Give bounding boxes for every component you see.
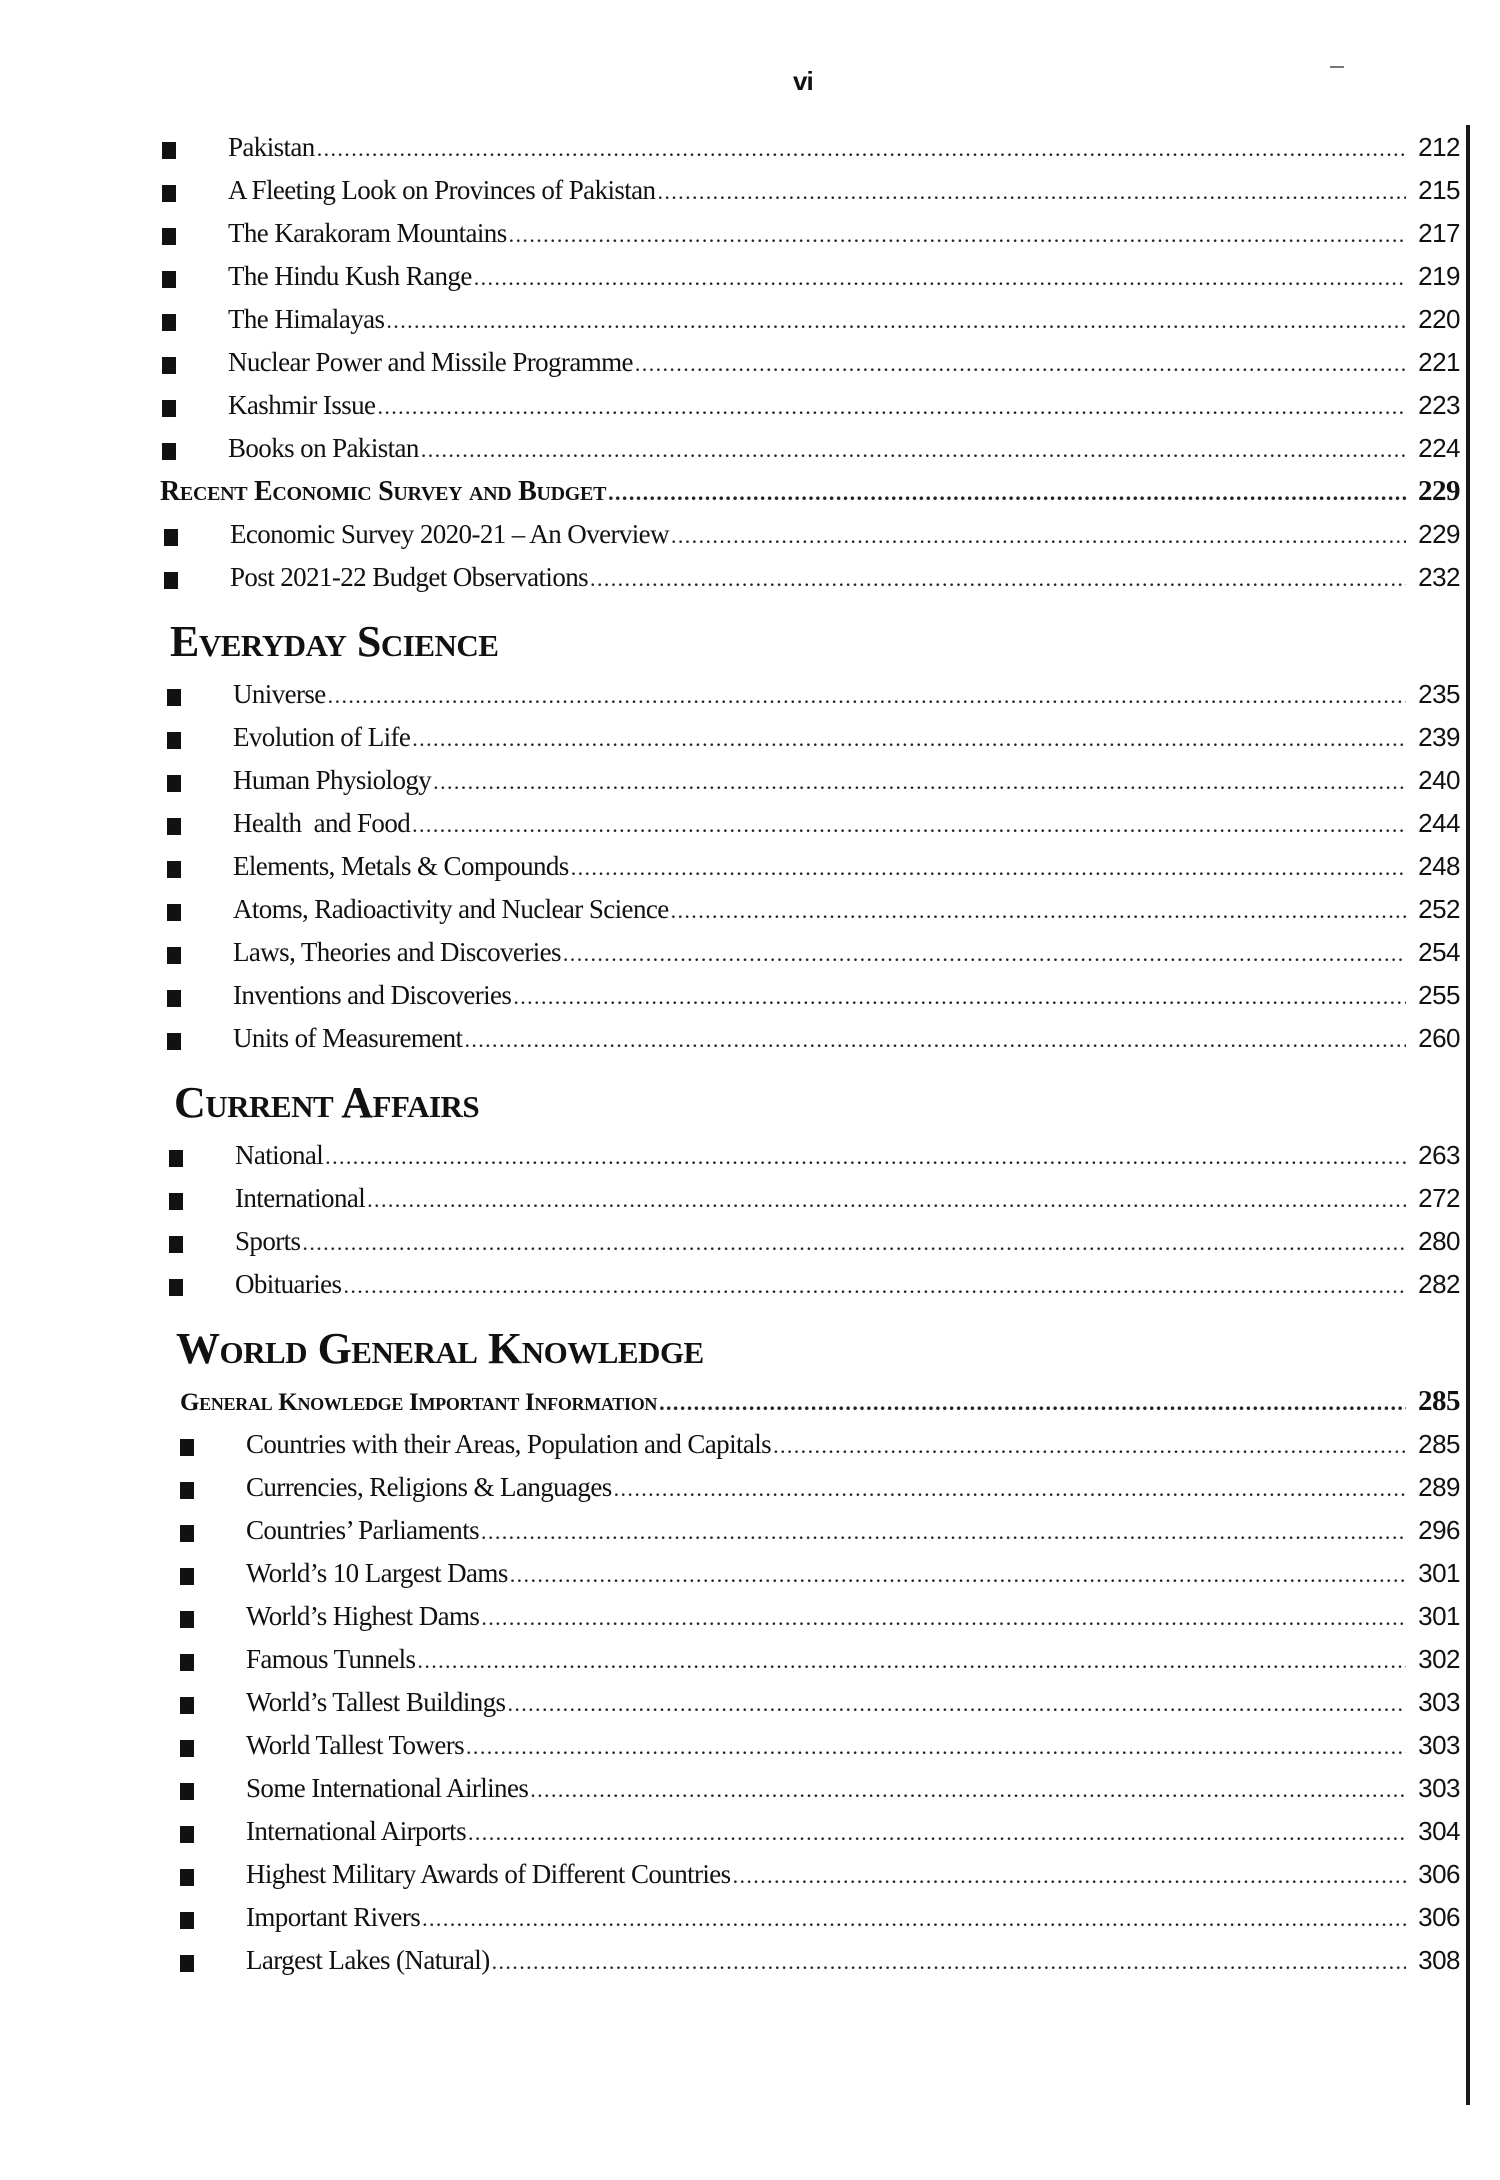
entry-title: Some International Airlines [246,1773,529,1803]
square-bullet-icon [162,185,176,202]
entry-title: Elements, Metals & Compounds [233,851,569,881]
dot-leader [412,717,1406,760]
entry-page-number: 272 [1418,1183,1460,1213]
toc-entry[interactable] [160,513,1460,556]
entry-page-number: 240 [1418,765,1460,795]
dot-leader [671,514,1406,557]
square-bullet-icon [180,1740,194,1757]
entry-page-number: 232 [1418,562,1460,592]
entry-title: Countries with their Areas, Population and Capitals [246,1429,772,1459]
entry-page-number: 254 [1418,937,1460,967]
entry-page-number: 303 [1418,1773,1460,1803]
toc-entry[interactable] [160,427,1460,470]
entry-title: Important Rivers [246,1902,421,1932]
square-bullet-icon [180,1697,194,1714]
toc-entry[interactable] [160,212,1460,255]
entry-page-number: 248 [1418,851,1460,881]
square-bullet-icon [167,818,181,835]
section-heading-current-affairs[interactable]: Current Affairs [174,1078,480,1127]
entry-page-number: 229 [1418,475,1460,507]
entry-page-number: 308 [1418,1945,1460,1975]
entry-page-number: 302 [1418,1644,1460,1674]
entry-page-number: 255 [1418,980,1460,1010]
entry-page-number: 229 [1418,519,1460,549]
dot-leader [412,803,1406,846]
entry-page-number: 289 [1418,1472,1460,1502]
square-bullet-icon [167,947,181,964]
toc-entry[interactable] [160,802,1460,845]
square-bullet-icon [162,314,176,331]
dot-leader [433,760,1406,803]
dot-leader [468,1811,1406,1854]
square-bullet-icon [167,861,181,878]
square-bullet-icon [164,572,178,589]
entry-page-number: 217 [1418,218,1460,248]
entry-title: Highest Military Awards of Different Countries [246,1859,731,1889]
dot-leader [671,889,1406,932]
section-heading-world-general-knowledge[interactable]: World General Knowledge [176,1324,704,1373]
entry-title: The Hindu Kush Range [228,261,472,291]
toc-entry[interactable] [160,1681,1460,1724]
square-bullet-icon [162,400,176,417]
entry-title: National [235,1140,324,1170]
entry-title: Countries’ Parliaments [246,1515,480,1545]
square-bullet-icon [167,1033,181,1050]
subheading-title: Recent Economic Survey and Budget [160,476,607,507]
entry-page-number: 285 [1418,1429,1460,1459]
square-bullet-icon [162,142,176,159]
toc-entry[interactable] [160,1767,1460,1810]
toc-subheading-entry[interactable] [160,470,1460,513]
toc-entry[interactable] [160,1810,1460,1853]
dot-leader [563,932,1406,975]
entry-page-number: 235 [1418,679,1460,709]
dot-leader [464,1018,1406,1061]
dot-leader [510,1553,1406,1596]
square-bullet-icon [180,1912,194,1929]
toc-entry[interactable] [160,1552,1460,1595]
dot-leader [317,127,1406,170]
entry-title: Obituaries [235,1269,342,1299]
square-bullet-icon [169,1236,183,1253]
toc-entry[interactable] [160,169,1460,212]
square-bullet-icon [180,1439,194,1456]
entry-title: International [235,1183,366,1213]
entry-title: World’s Highest Dams [246,1601,480,1631]
entry-title: A Fleeting Look on Provinces of Pakistan [228,175,656,205]
dot-leader [635,342,1406,385]
dot-leader [481,1596,1406,1639]
dot-leader [386,299,1406,342]
square-bullet-icon [180,1525,194,1542]
entry-title: Books on Pakistan [228,433,419,463]
entry-page-number: 220 [1418,304,1460,334]
page-number: vi [793,66,813,96]
entry-title: Famous Tunnels [246,1644,416,1674]
square-bullet-icon [180,1568,194,1585]
entry-title: Atoms, Radioactivity and Nuclear Science [233,894,669,924]
toc-entry[interactable] [160,1509,1460,1552]
square-bullet-icon [164,529,178,546]
entry-title: Largest Lakes (Natural) [246,1945,490,1975]
square-bullet-icon [180,1783,194,1800]
dot-leader [417,1639,1406,1682]
entry-page-number: 244 [1418,808,1460,838]
entry-page-number: 221 [1418,347,1460,377]
entry-page-number: 296 [1418,1515,1460,1545]
entry-page-number: 260 [1418,1023,1460,1053]
toc-entry[interactable] [160,1724,1460,1767]
square-bullet-icon [180,1611,194,1628]
toc-entry[interactable] [160,126,1460,169]
toc-entry[interactable] [160,931,1460,974]
entry-page-number: 306 [1418,1859,1460,1889]
entry-page-number: 306 [1418,1902,1460,1932]
dot-leader [367,1178,1406,1221]
toc-entry[interactable] [160,1595,1460,1638]
dot-leader [590,557,1406,600]
toc-entry[interactable] [160,974,1460,1017]
square-bullet-icon [180,1955,194,1972]
toc-entry[interactable] [160,1423,1460,1466]
dot-leader [377,385,1406,428]
dot-leader [466,1725,1406,1768]
dot-leader [343,1264,1406,1307]
square-bullet-icon [169,1150,183,1167]
toc-entry[interactable] [160,1939,1460,1982]
dot-leader [773,1424,1406,1467]
dot-leader [571,846,1406,889]
dot-leader [614,1467,1406,1510]
entry-page-number: 301 [1418,1558,1460,1588]
dot-leader [325,1135,1406,1178]
entry-page-number: 219 [1418,261,1460,291]
square-bullet-icon [167,775,181,792]
entry-title: Sports [235,1226,301,1256]
entry-page-number: 212 [1418,132,1460,162]
toc-entry[interactable] [160,759,1460,802]
scan-mark [1330,66,1344,68]
square-bullet-icon [169,1193,183,1210]
entry-title: Health and Food [233,808,411,838]
square-bullet-icon [169,1279,183,1296]
entry-page-number: 239 [1418,722,1460,752]
toc-entry[interactable] [160,845,1460,888]
dot-leader [421,428,1406,471]
dot-leader [513,975,1406,1018]
dot-leader [328,674,1406,717]
toc-entry[interactable] [160,1017,1460,1060]
toc-entry[interactable] [160,341,1460,384]
toc-entry[interactable] [160,298,1460,341]
subheading-title: General Knowledge Important Information [180,1389,658,1416]
toc-entry[interactable] [160,1466,1460,1509]
entry-page-number: 304 [1418,1816,1460,1846]
toc-subheading-entry[interactable] [160,1380,1460,1423]
entry-page-number: 282 [1418,1269,1460,1299]
toc-entry[interactable] [160,1896,1460,1939]
entry-page-number: 263 [1418,1140,1460,1170]
entry-page-number: 285 [1418,1385,1460,1417]
dot-leader [530,1768,1406,1811]
square-bullet-icon [162,443,176,460]
dot-leader [657,170,1406,213]
toc-entry[interactable] [160,384,1460,427]
toc-entry[interactable] [160,1134,1460,1177]
entry-title: Post 2021-22 Budget Observations [230,562,589,592]
entry-page-number: 303 [1418,1730,1460,1760]
entry-title: International Airports [246,1816,466,1846]
entry-title: Laws, Theories and Discoveries [233,937,561,967]
dot-leader [481,1510,1406,1553]
entry-title: Currencies, Religions & Languages [246,1472,612,1502]
entry-page-number: 224 [1418,433,1460,463]
entry-title: Economic Survey 2020-21 – An Overview [230,519,669,549]
square-bullet-icon [167,689,181,706]
entry-title: World’s 10 Largest Dams [246,1558,508,1588]
right-margin-rule [1466,125,1470,2105]
dot-leader [422,1897,1406,1940]
square-bullet-icon [167,904,181,921]
toc-entry[interactable] [160,716,1460,759]
dot-leader [474,256,1406,299]
entry-page-number: 223 [1418,390,1460,420]
toc-entry[interactable] [160,888,1460,931]
entry-page-number: 303 [1418,1687,1460,1717]
toc-entry[interactable] [160,1263,1460,1306]
square-bullet-icon [162,357,176,374]
toc-entry[interactable] [160,1853,1460,1896]
dot-leader [509,213,1406,256]
entry-title: The Karakoram Mountains [228,218,507,248]
entry-title: Universe [233,679,326,709]
entry-page-number: 215 [1418,175,1460,205]
entry-title: World Tallest Towers [246,1730,465,1760]
table-of-contents [160,126,1460,1982]
entry-page-number: 280 [1418,1226,1460,1256]
entry-page-number: 252 [1418,894,1460,924]
dot-leader [302,1221,1406,1264]
square-bullet-icon [180,1826,194,1843]
entry-title: The Himalayas [228,304,385,334]
square-bullet-icon [167,732,181,749]
entry-title: Kashmir Issue [228,390,376,420]
square-bullet-icon [162,228,176,245]
toc-entry[interactable] [160,673,1460,716]
toc-entry[interactable] [160,1220,1460,1263]
dot-leader [492,1940,1406,1983]
section-heading-everyday-science[interactable]: Everyday Science [170,617,499,666]
toc-entry[interactable] [160,255,1460,298]
square-bullet-icon [180,1482,194,1499]
dot-leader [659,1381,1406,1424]
toc-entry[interactable] [160,1177,1460,1220]
entry-title: Human Physiology [233,765,432,795]
toc-entry[interactable] [160,1638,1460,1681]
square-bullet-icon [180,1869,194,1886]
square-bullet-icon [180,1654,194,1671]
toc-entry[interactable] [160,556,1460,599]
square-bullet-icon [167,990,181,1007]
entry-title: Evolution of Life [233,722,411,752]
entry-title: Inventions and Discoveries [233,980,512,1010]
entry-title: World’s Tallest Buildings [246,1687,506,1717]
entry-title: Pakistan [228,132,315,162]
entry-title: Nuclear Power and Missile Programme [228,347,633,377]
dot-leader [507,1682,1406,1725]
square-bullet-icon [162,271,176,288]
dot-leader [608,471,1406,514]
entry-page-number: 301 [1418,1601,1460,1631]
dot-leader [733,1854,1406,1897]
entry-title: Units of Measurement [233,1023,463,1053]
